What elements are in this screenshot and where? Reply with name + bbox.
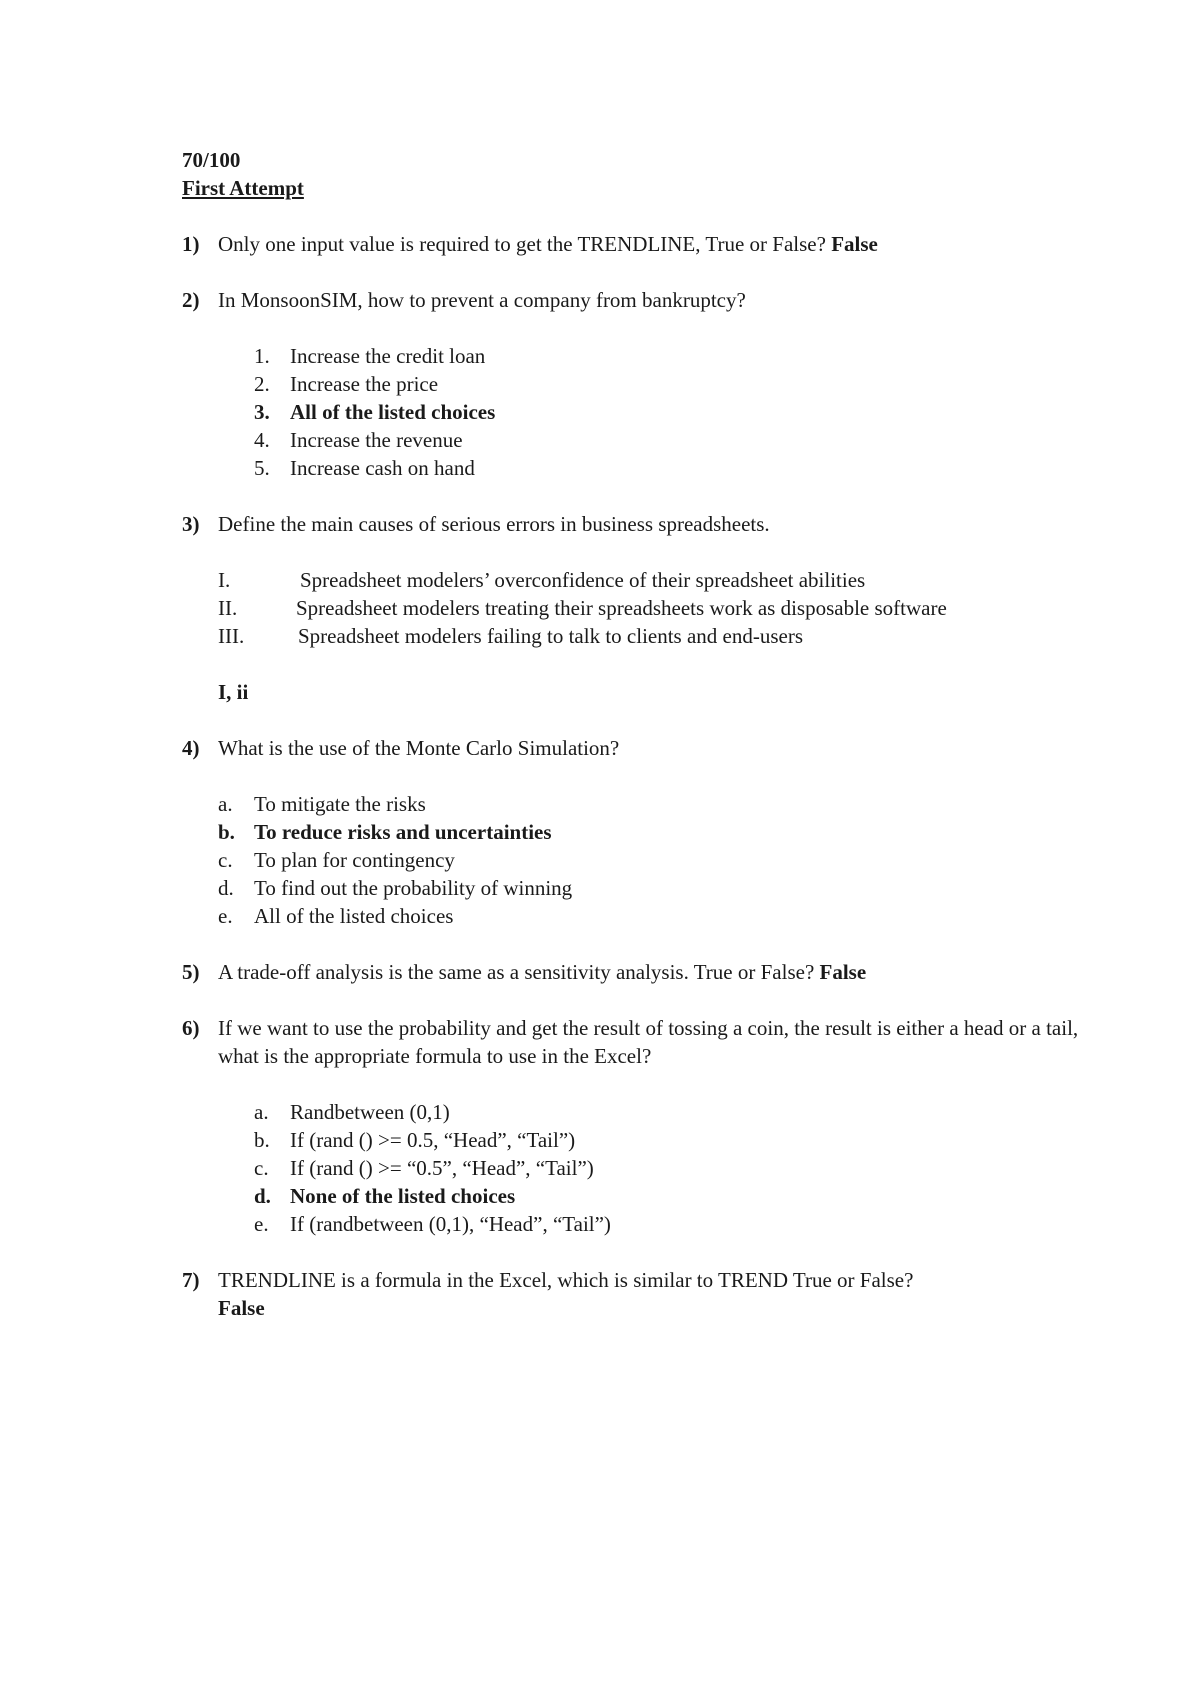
option-selected <box>254 398 1082 426</box>
option-text: To mitigate the risks <box>254 792 426 816</box>
question-number: 6) <box>182 1016 200 1040</box>
option-text: If (rand () >= “0.5”, “Head”, “Tail”) <box>290 1156 594 1180</box>
question-4-options <box>182 762 1082 930</box>
option <box>254 370 1082 398</box>
question-1 <box>182 230 1082 258</box>
option-selected <box>254 1182 1082 1210</box>
option <box>218 566 1082 594</box>
option-selected <box>218 818 1082 846</box>
score: 70/100 <box>182 148 241 172</box>
question-3 <box>182 510 1082 538</box>
option <box>218 902 1082 930</box>
option <box>218 790 1082 818</box>
option-marker: a. <box>254 1100 269 1124</box>
option-text: All of the listed choices <box>254 904 454 928</box>
option-marker: d. <box>218 876 234 900</box>
option-text: To find out the probability of winning <box>254 876 573 900</box>
question-5 <box>182 958 1082 986</box>
question-number: 3) <box>182 512 200 536</box>
option-text: Spreadsheet modelers’ overconfidence of their spreadsheet abilities <box>300 568 866 592</box>
option <box>218 846 1082 874</box>
document-page <box>182 146 1082 1350</box>
question-2-options <box>182 314 1082 482</box>
option-marker: e. <box>218 904 233 928</box>
option <box>254 1098 1082 1126</box>
question-text: TRENDLINE is a formula in the Excel, which is similar to TREND True or False? <box>218 1268 914 1292</box>
option-marker: a. <box>218 792 233 816</box>
question-3-answer: I, ii <box>218 680 249 704</box>
question-6 <box>182 1014 1082 1070</box>
option-marker: c. <box>218 848 233 872</box>
option-marker: 5. <box>254 456 270 480</box>
question-answer: False <box>819 960 867 984</box>
option-text: All of the listed choices <box>290 400 496 424</box>
option-marker: III. <box>218 624 245 648</box>
option-text: Spreadsheet modelers treating their spreadsheets work as disposable software <box>296 596 947 620</box>
question-answer: False <box>218 1296 265 1320</box>
option <box>218 874 1082 902</box>
question-7 <box>182 1266 1082 1322</box>
option-marker: 1. <box>254 344 270 368</box>
option-marker: c. <box>254 1156 269 1180</box>
option-text: Spreadsheet modelers failing to talk to clients and end-users <box>298 624 804 648</box>
question-text: If we want to use the probability and get the result of tossing a coin, the result is either a head or a tail, what is the appropriate formula to use in the Excel? <box>218 1016 1079 1068</box>
question-number: 4) <box>182 736 200 760</box>
option-marker: II. <box>218 596 238 620</box>
question-number: 5) <box>182 960 200 984</box>
question-answer: False <box>831 232 878 256</box>
option-marker: b. <box>254 1128 270 1152</box>
option-text: To reduce risks and uncertainties <box>254 820 552 844</box>
option <box>254 1126 1082 1154</box>
question-number: 2) <box>182 288 200 312</box>
option-text: Increase cash on hand <box>290 456 475 480</box>
option-text: If (rand () >= 0.5, “Head”, “Tail”) <box>290 1128 576 1152</box>
option-text: If (randbetween (0,1), “Head”, “Tail”) <box>290 1212 611 1236</box>
option <box>254 454 1082 482</box>
question-6-options <box>182 1070 1082 1238</box>
question-text: A trade-off analysis is the same as a sensitivity analysis. True or False? <box>218 960 815 984</box>
option-marker: 4. <box>254 428 270 452</box>
option-marker: d. <box>254 1184 271 1208</box>
option-text: To plan for contingency <box>254 848 455 872</box>
option <box>254 426 1082 454</box>
option-marker: 3. <box>254 400 270 424</box>
option <box>218 622 1082 650</box>
question-text: Only one input value is required to get the TRENDLINE, True or False? <box>218 232 826 256</box>
question-3-options <box>182 538 1082 650</box>
question-number: 1) <box>182 232 200 256</box>
option-marker: 2. <box>254 372 270 396</box>
question-number: 7) <box>182 1268 200 1292</box>
option-marker: b. <box>218 820 235 844</box>
option-marker: e. <box>254 1212 269 1236</box>
option-text: None of the listed choices <box>290 1184 516 1208</box>
question-4 <box>182 734 1082 762</box>
question-text: In MonsoonSIM, how to prevent a company from bankruptcy? <box>218 288 746 312</box>
question-text: Define the main causes of serious errors in business spreadsheets. <box>218 512 770 536</box>
option <box>254 1154 1082 1182</box>
option <box>254 1210 1082 1238</box>
option-text: Increase the credit loan <box>290 344 486 368</box>
option-text: Increase the price <box>290 372 439 396</box>
attempt-title: First Attempt <box>182 176 304 200</box>
option-marker: I. <box>218 568 231 592</box>
question-2 <box>182 286 1082 314</box>
option-text: Increase the revenue <box>290 428 463 452</box>
option <box>254 342 1082 370</box>
option <box>218 594 1082 622</box>
question-text: What is the use of the Monte Carlo Simulation? <box>218 736 620 760</box>
option-text: Randbetween (0,1) <box>290 1100 450 1124</box>
